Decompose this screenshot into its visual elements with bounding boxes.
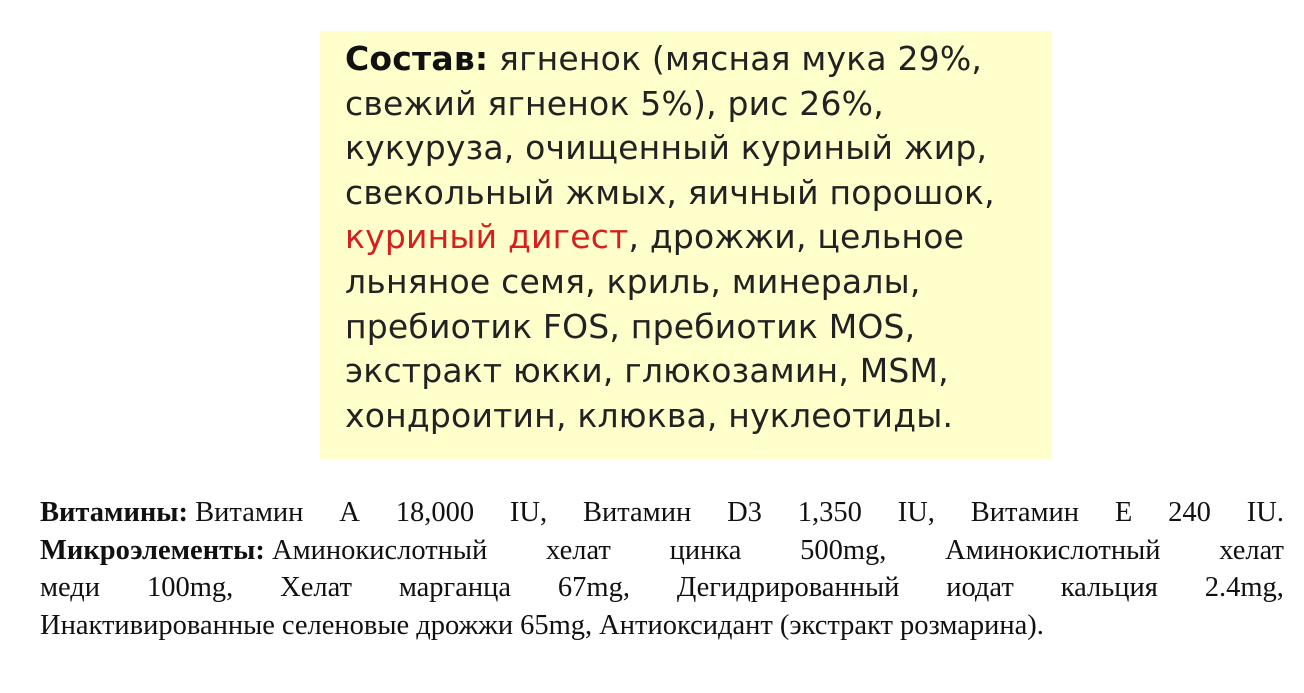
nutrient-word: 18,000 — [395, 497, 475, 528]
ingredients-heading: Состав: — [345, 39, 489, 78]
ingredients-text: , дрожжи, цельное — [628, 217, 965, 257]
nutrient-word: дрожжи — [416, 609, 514, 641]
microelements-line — [40, 532, 1284, 570]
nutrient-word: IU, — [509, 497, 548, 528]
nutrient-word: иодат — [946, 572, 1014, 603]
nutrient-word: цинка — [669, 534, 742, 566]
nutrient-word: E — [1114, 497, 1133, 528]
nutrient-word: Витамин — [582, 497, 692, 528]
ingredients-line: хондроитин, клюква, нуклеотиды. — [345, 395, 954, 435]
nutrient-word: 500mg, — [800, 534, 887, 566]
nutrient-word: 65mg, — [520, 609, 593, 641]
nutrient-word: (экстракт — [779, 609, 893, 641]
ingredients-line — [345, 215, 1052, 260]
ingredients-line: кукуруза, очищенный куриный жир, — [345, 128, 988, 168]
ingredients-line: экстракт юкки, глюкозамин, MSM, — [345, 351, 949, 391]
nutrients-paragraph — [40, 494, 1284, 644]
nutrient-word: 240 — [1168, 497, 1211, 528]
highlighted-ingredient: куриный дигест — [345, 217, 629, 257]
nutrient-word: Инактивированные — [40, 609, 275, 641]
nutrient-word: D3 — [727, 497, 762, 528]
nutrient-word: A — [339, 497, 360, 528]
nutrient-word: 2.4mg, — [1204, 572, 1284, 603]
nutrient-word: IU, — [897, 497, 935, 528]
microelements-line — [40, 607, 1284, 645]
ingredients-line: свекольный жмых, яичный порошок, — [345, 172, 995, 212]
nutrient-word: Антиоксидант — [599, 609, 773, 641]
ingredients-line — [345, 37, 1052, 82]
nutrient-word: Витамины: Витамин — [40, 497, 304, 528]
nutrient-word: Микроэлементы: Аминокислотный — [40, 534, 488, 566]
ingredients-line: льняное семя, криль, минералы, — [345, 261, 921, 301]
nutrient-word: 100mg, — [146, 572, 234, 603]
microelements-line — [40, 569, 1284, 607]
nutrient-word: меди — [40, 572, 101, 603]
nutrient-word: Витамин — [970, 497, 1080, 528]
ingredients-panel — [320, 31, 1052, 459]
nutrient-word: марганца — [398, 572, 512, 603]
nutrient-word: 67mg, — [557, 572, 630, 603]
nutrient-word: Хелат — [280, 572, 352, 603]
nutrient-label: Витамины: — [40, 497, 189, 528]
nutrient-word: Аминокислотный — [945, 534, 1161, 566]
ingredients-line: свежий ягненок 5%), рис 26%, — [345, 83, 884, 123]
nutrient-label: Микроэлементы: — [40, 534, 265, 566]
nutrient-word: хелат — [546, 534, 611, 566]
nutrient-word: IU. — [1246, 497, 1284, 528]
ingredients-text: ягненок (мясная мука 29%, — [499, 39, 983, 78]
ingredients-line: пребиотик FOS, пребиотик MOS, — [345, 306, 916, 346]
vitamins-line — [40, 494, 1284, 532]
nutrient-word: розмарина). — [900, 609, 1044, 641]
nutrient-word: Дегидрированный — [676, 572, 900, 603]
nutrient-word: селеновые — [281, 609, 410, 641]
nutrient-word: 1,350 — [797, 497, 862, 528]
nutrient-word: хелат — [1219, 534, 1284, 566]
nutrient-word: кальция — [1060, 572, 1158, 603]
